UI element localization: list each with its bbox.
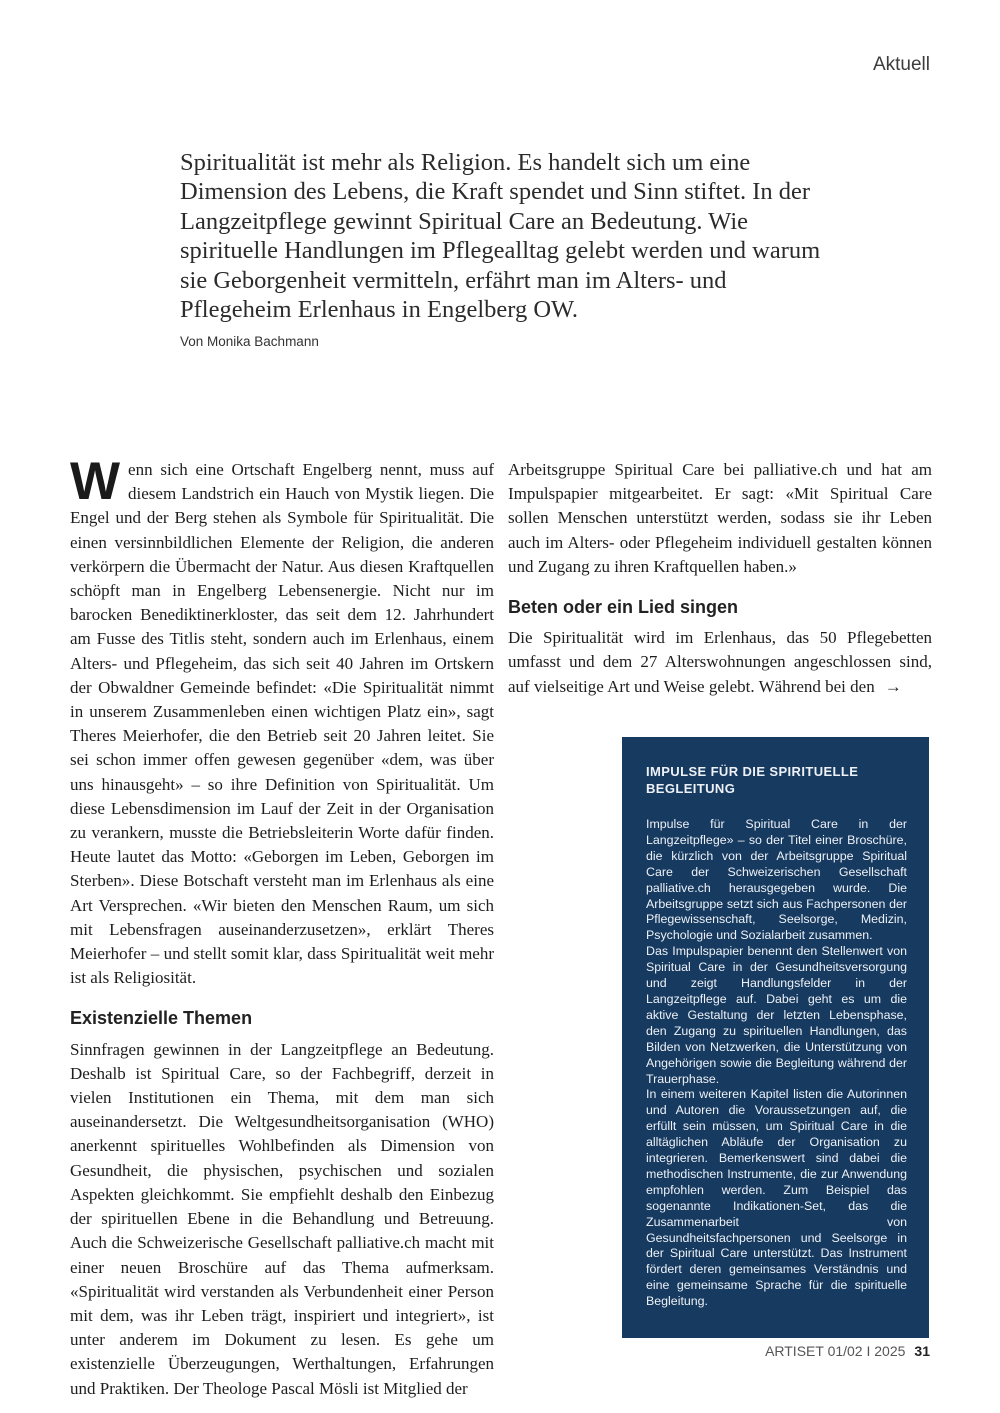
body-column-right [508,458,932,699]
infobox-paragraph: In einem weiteren Kapitel listen die Autorinnen und Autoren die Voraussetzungen auf, die erfüllt sein müssen, um Spiritual Care in die alltäglichen Abläufe der Organisation zu integrieren. Bemerkenswert sind dabei die methodischen Instrumente, die zur Anwendung empfohlen werden. Zum Beispiel das sogenannte Indikationen-Set, das die Zusammenarbeit von Gesundheitsfachpersonen und Seelsorge in der Spiritual Care unterstützt. Das Instrument fördert deren gemeinsames Verständnis und eine gemeinsame Sprache für die spirituelle Begleitung. [646,1087,907,1309]
infobox-title: IMPULSE FÜR DIE SPIRITUELLE BEGLEITUNG [646,764,859,796]
body-paragraph-text: enn sich eine Ortschaft Engelberg nennt, muss auf diesem Landstrich ein Hauch von Mystik liegen. Die Engel und der Berg stehen als Symbole für Spiritualität. Die einen versinnbildlichen Elemente der Religion, die anderen verkörpern die Übermacht der Natur. Aus diesen Kraftquellen schöpft man in Engelberg Lebensenergie. Nicht nur im barocken Benediktinerkloster, das seit dem 12. Jahrhundert am Fusse des Titlis steht, sondern auch im Erlenhaus, einem Alters- und Pflegeheim, das sich seit 40 Jahren im Ortskern der Obwaldner Gemeinde befindet: «Die Spiritualität nimmt in unserem Zusammenleben einen wichtigen Platz ein», sagt Theres Meierhofer, die den Betrieb seit 20 Jahren leitet. Sie sei schon immer offen gewesen gegenüber «dem, was über uns hinausgeht» – so ihre Definition von Spiritualität. Um diese Lebensdimension im Lauf der Zeit in der Organisation zu verankern, musste die Betriebsleiterin Worte dafür finden. Heute lautet das Motto: «Geborgen im Leben, Geborgen im Sterben». Diese Botschaft versteht man im Erlenhaus als eine Art Versprechen. «Wir bieten den Menschen Raum, um sich mit Lebensfragen auseinanderzusetzen», erklärt Theres Meierhofer – und stellt somit klar, dass Spiritualität weit mehr ist als Religiosität. [70,460,494,988]
body-paragraph: Arbeitsgruppe Spiritual Care bei palliative.ch und hat am Impulspapier mitgearbeitet. Er sagt: «Mit Spiritual Care sollen Menschen unterstützt werden, sodass sie ihr Leben auch im Alters- oder Pflegeheim individuell gestalten können und Zugang zu ihren Kraftquellen haben.» [508,460,932,576]
journal-issue-label: ARTISET 01/02 I 2025 [765,1343,906,1359]
section-label: Aktuell [872,54,930,75]
body-paragraph [70,452,494,990]
continuation-arrow-icon: → [884,676,902,696]
subheading-existenzielle-themen: Existenzielle Themen [70,1008,253,1029]
page-number: 31 [914,1343,930,1359]
body-paragraph-text: Die Spiritualität wird im Erlenhaus, das 50 Pflegebetten umfasst und dem 27 Alterswohnungen angeschlossen sind, auf vielseitige Art und Weise gelebt. Während bei den [508,628,932,696]
byline: Von Monika Bachmann [180,334,319,349]
body-paragraph: Sinnfragen gewinnen in der Langzeitpflege an Bedeutung. Deshalb ist Spiritual Care, so der Fachbegriff, derzeit in vielen Institutionen ein Thema, mit dem man sich auseinandersetzt. Die Weltgesundheitsorganisation (WHO) anerkennt spirituelles Wohlbefinden als Dimension von Gesundheit, die physischen, psychischen und sozialen Aspekten gleichkommt. Sie empfiehlt deshalb den Einbezug der spirituellen Ebene in die Behandlung und Betreuung. Auch die Schweizerische Gesellschaft palliative.ch macht mit einer neuen Broschüre auf das Thema aufmerksam. «Spiritualität wird verstanden als Verbundenheit einer Person mit dem, was ihr Leben trägt, inspiriert und integriert», ist unter anderem im Dokument zu lesen. Es gehe um existenzielle Überzeugungen, Werthaltungen, Erfahrungen und Praktiken. Der Theologe Pascal Mösli ist Mitglied der [70,1039,494,1398]
lead-paragraph: Spiritualität ist mehr als Religion. Es handelt sich um eine Dimension des Lebens, die Kraft spendet und Sinn stiftet. In der Langzeitpflege gewinnt Spiritual Care an Bedeutung. Wie spirituelle Handlungen im Pflegealltag gelebt werden und warum sie Geborgenheit vermitteln, erfährt man im Alters- und Pflegeheim Erlenhaus in Engelberg OW. [180,149,821,324]
body-column-left [70,452,494,1401]
page-footer [765,1343,930,1359]
subheading-beten-oder-ein-lied-singen: Beten oder ein Lied singen [508,597,739,618]
infobox-spiritual-care [622,737,929,1338]
infobox-paragraph: Das Impulspapier benennt den Stellenwert von Spiritual Care in der Gesundheitsversorgung und zeigt Handlungsfelder in der Langzeitpflege auf. Dabei geht es um die aktive Gestaltung der letzten Lebensphase, den Zugang zu spirituellen Handlungen, das Bilden von Netzwerken, die Unterstützung von Angehörigen sowie die Begleitung während der Trauerphase. [646,944,907,1086]
infobox-paragraph: Impulse für Spiritual Care in der Langzeitpflege» – so der Titel einer Broschüre, die kürzlich von der Arbeitsgruppe Spiritual Care der Schweizerischen Gesellschaft palliative.ch herausgegeben wurde. Die Arbeitsgruppe setzt sich aus Fachpersonen der Pflegewissenschaft, Seelsorge, Medizin, Psychologie und Sozialarbeit zusammen. [646,817,907,943]
dropcap-letter: W [70,452,121,511]
body-paragraph [508,626,932,699]
